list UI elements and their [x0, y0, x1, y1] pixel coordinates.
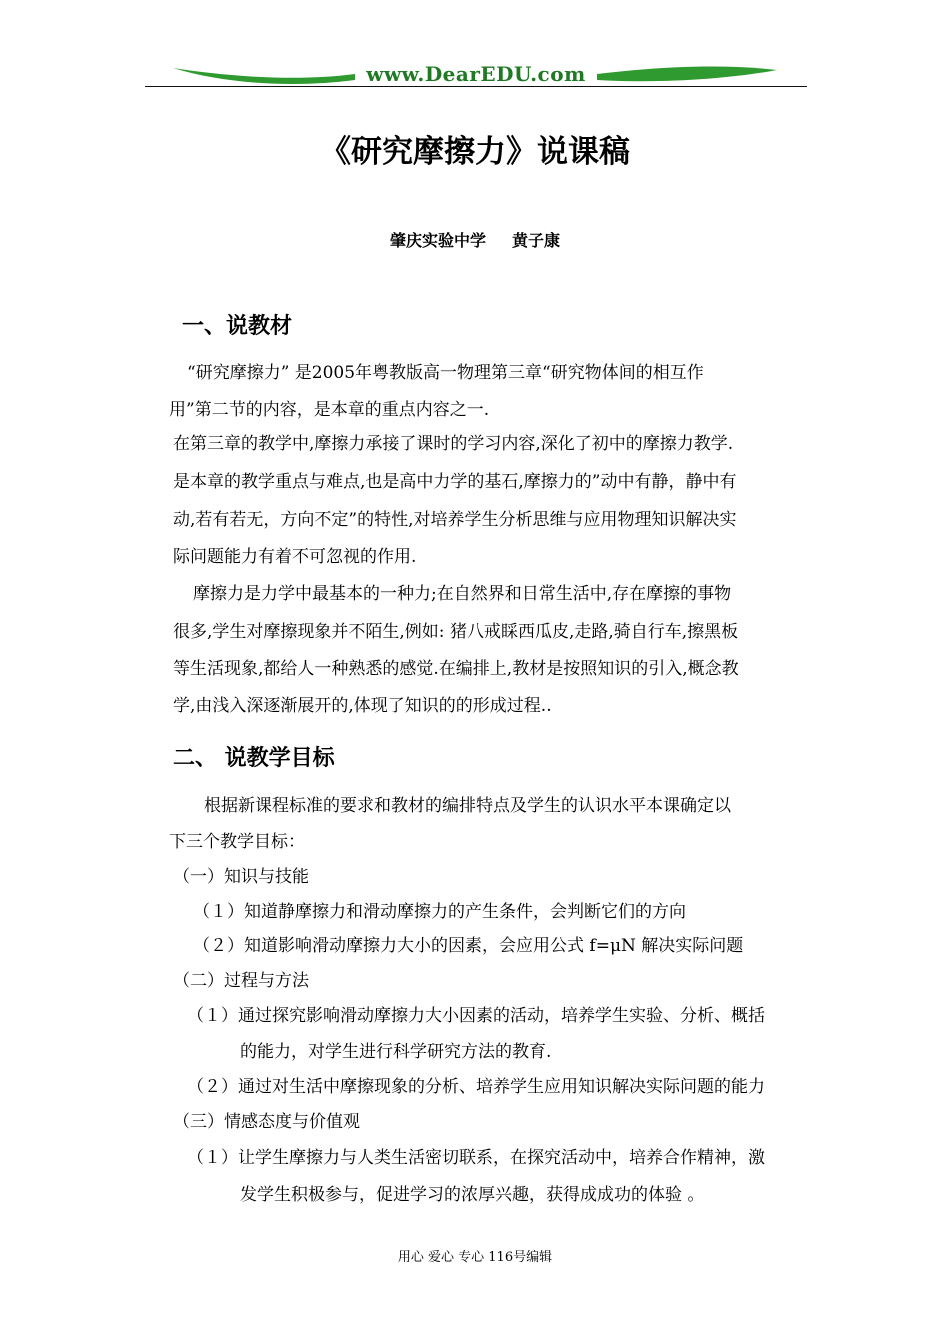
list-item: （２）知道影响滑动摩擦力大小的因素，会应用公式 f=μN 解决实际问题 [193, 936, 744, 956]
paragraph-line: 等生活现象,都给人一种熟悉的感觉.在编排上,教材是按照知识的引入,概念教 [173, 659, 739, 679]
section-heading: 二、 说教学目标 [173, 746, 335, 771]
list-item: （２）通过对生活中摩擦现象的分析、培养学生应用知识解决实际问题的能力 [187, 1077, 765, 1097]
author-line [0, 228, 950, 251]
list-item: （１）通过探究影响滑动摩擦力大小因素的活动，培养学生实验、分析、概括 [187, 1006, 765, 1026]
list-item-continued: 发学生积极参与，促进学习的浓厚兴趣，获得成成功的体验 。 [240, 1185, 705, 1205]
list-item: （１）知道静摩擦力和滑动摩擦力的产生条件，会判断它们的方向 [193, 902, 686, 922]
paragraph-line: 摩擦力是力学中最基本的一种力;在自然界和日常生活中,存在摩擦的事物 [193, 584, 732, 604]
paragraph-line: 根据新课程标准的要求和教材的编排特点及学生的认识水平本课确定以 [204, 796, 731, 816]
list-heading: （三）情感态度与价值观 [173, 1112, 360, 1132]
page-title: 《研究摩擦力》说课稿 [320, 134, 630, 170]
paragraph-line: 用”第二节的内容，是本章的重点内容之一. [169, 400, 490, 420]
paragraph-line: 在第三章的教学中,摩擦力承接了课时的学习内容,深化了初中的摩擦力教学. [173, 434, 734, 454]
author-school: 肇庆实验中学 [389, 231, 486, 250]
paragraph-line: 很多,学生对摩擦现象并不陌生,例如: 猪八戒睬西瓜皮,走路,骑自行车,擦黑板 [173, 622, 739, 642]
list-heading: （一）知识与技能 [173, 867, 309, 887]
author-name: 黄子康 [512, 231, 561, 250]
paragraph-line: 是本章的教学重点与难点,也是高中力学的基石,摩擦力的”动中有静，静中有 [173, 472, 737, 492]
paragraph-line: 学,由浅入深逐渐展开的,体现了知识的的形成过程.. [173, 696, 552, 716]
list-item: （１）让学生摩擦力与人类生活密切联系，在探究活动中，培养合作精神，激 [187, 1148, 765, 1168]
paragraph-line: 下三个教学目标： [169, 832, 305, 852]
page-footer: 用心 爱心 专心 116号编辑 [397, 1250, 553, 1265]
list-item-continued: 的能力，对学生进行科学研究方法的教育. [240, 1042, 552, 1062]
header-divider [145, 86, 807, 87]
paragraph-line: 动,若有若无，方向不定”的特性,对培养学生分析思维与应用物理知识解决实 [173, 510, 737, 530]
list-heading: （二）过程与方法 [173, 971, 309, 991]
paragraph-line: 际问题能力有着不可忽视的作用. [173, 547, 417, 567]
paragraph-line: “研究摩擦力” 是2005年粤教版高一物理第三章“研究物体间的相互作 [187, 363, 704, 383]
site-header [145, 56, 807, 90]
section-heading: 一、说教材 [182, 314, 293, 339]
site-logo[interactable]: www.DearEDU.com [366, 62, 586, 86]
